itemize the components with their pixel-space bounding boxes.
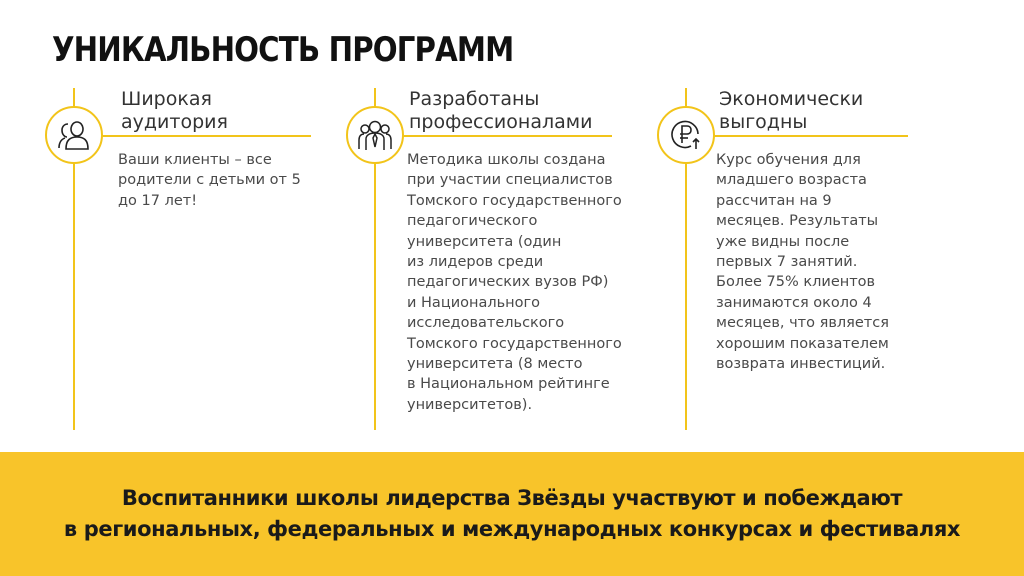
ruble-growth-icon (669, 118, 703, 152)
icon-circle (45, 106, 103, 164)
column-heading: Экономически выгодны (719, 88, 864, 133)
audience-icon (56, 120, 92, 150)
heading-underline (73, 135, 311, 137)
professionals-icon (356, 119, 394, 151)
icon-circle (657, 106, 715, 164)
column-heading: Широкая аудитория (121, 88, 228, 133)
column-body: Ваши клиенты – все родители с детьми от 5 до 17 лет! (118, 152, 301, 209)
page-title: УНИКАЛЬНОСТЬ ПРОГРАММ (52, 30, 514, 70)
heading-underline (374, 135, 612, 137)
column-body: Методика школы создана при участии специалистов Томского государственного педагогического университета (один из лидеров среди педагогических вузов РФ) и Национального исследовательского Томского государственного университета (8 место в Национальном рейтинге университетов). (407, 152, 622, 413)
heading-underline (685, 135, 908, 137)
icon-circle (346, 106, 404, 164)
banner-line: в региональных, федеральных и международных конкурсах и фестивалях (63, 517, 961, 541)
achievements-banner (0, 452, 1024, 576)
banner-line: Воспитанники школы лидерства Звёзды участвуют и побеждают (121, 486, 903, 510)
column-heading: Разработаны профессионалами (409, 88, 593, 133)
column-body: Курс обучения для младшего возраста рассчитан на 9 месяцев. Результаты уже видны после первых 7 занятий. Более 75% клиентов занимаются около 4 месяцев, что является хорошим показателем возврата инвестиций. (716, 152, 889, 373)
